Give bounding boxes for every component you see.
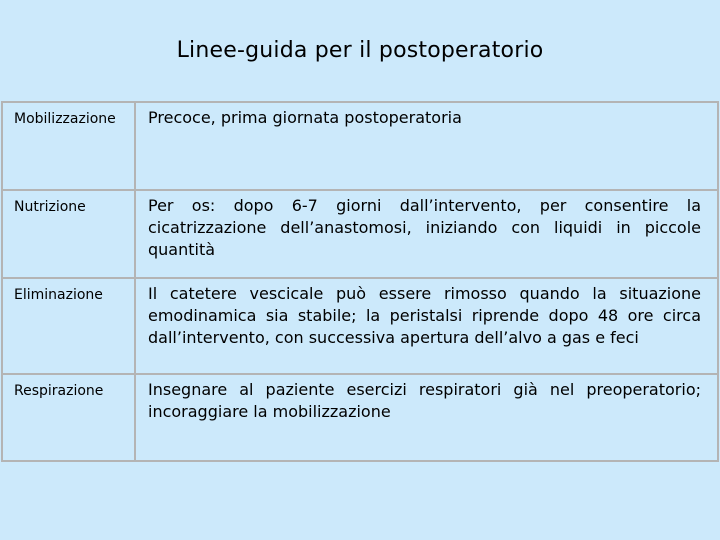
guidelines-table (1, 101, 719, 462)
row-label: Eliminazione (2, 278, 135, 374)
row-label: Respirazione (2, 374, 135, 461)
page-title: Linee-guida per il postoperatorio (176, 38, 544, 63)
table-row (2, 278, 718, 374)
row-description: Insegnare al paziente esercizi respiratori già nel preoperatorio; incoraggiare la mobilizzazione (148, 380, 701, 421)
table-row (2, 102, 718, 190)
row-label: Nutrizione (2, 190, 135, 278)
table-row (2, 190, 718, 278)
row-label: Mobilizzazione (2, 102, 135, 190)
row-description: Per os: dopo 6-7 giorni dall’intervento, per consentire la cicatrizzazione dell’anastomosi, iniziando con liquidi in piccole quantità (135, 190, 718, 278)
row-description: Precoce, prima giornata postoperatoria (135, 102, 718, 190)
table-row (2, 374, 718, 461)
row-description: Il catetere vescicale può essere rimosso quando la situazione emodinamica sia stabile; la peristalsi riprende dopo 48 ore circa dall’intervento, con successiva apertura dell’alvo a gas e feci (135, 278, 718, 374)
